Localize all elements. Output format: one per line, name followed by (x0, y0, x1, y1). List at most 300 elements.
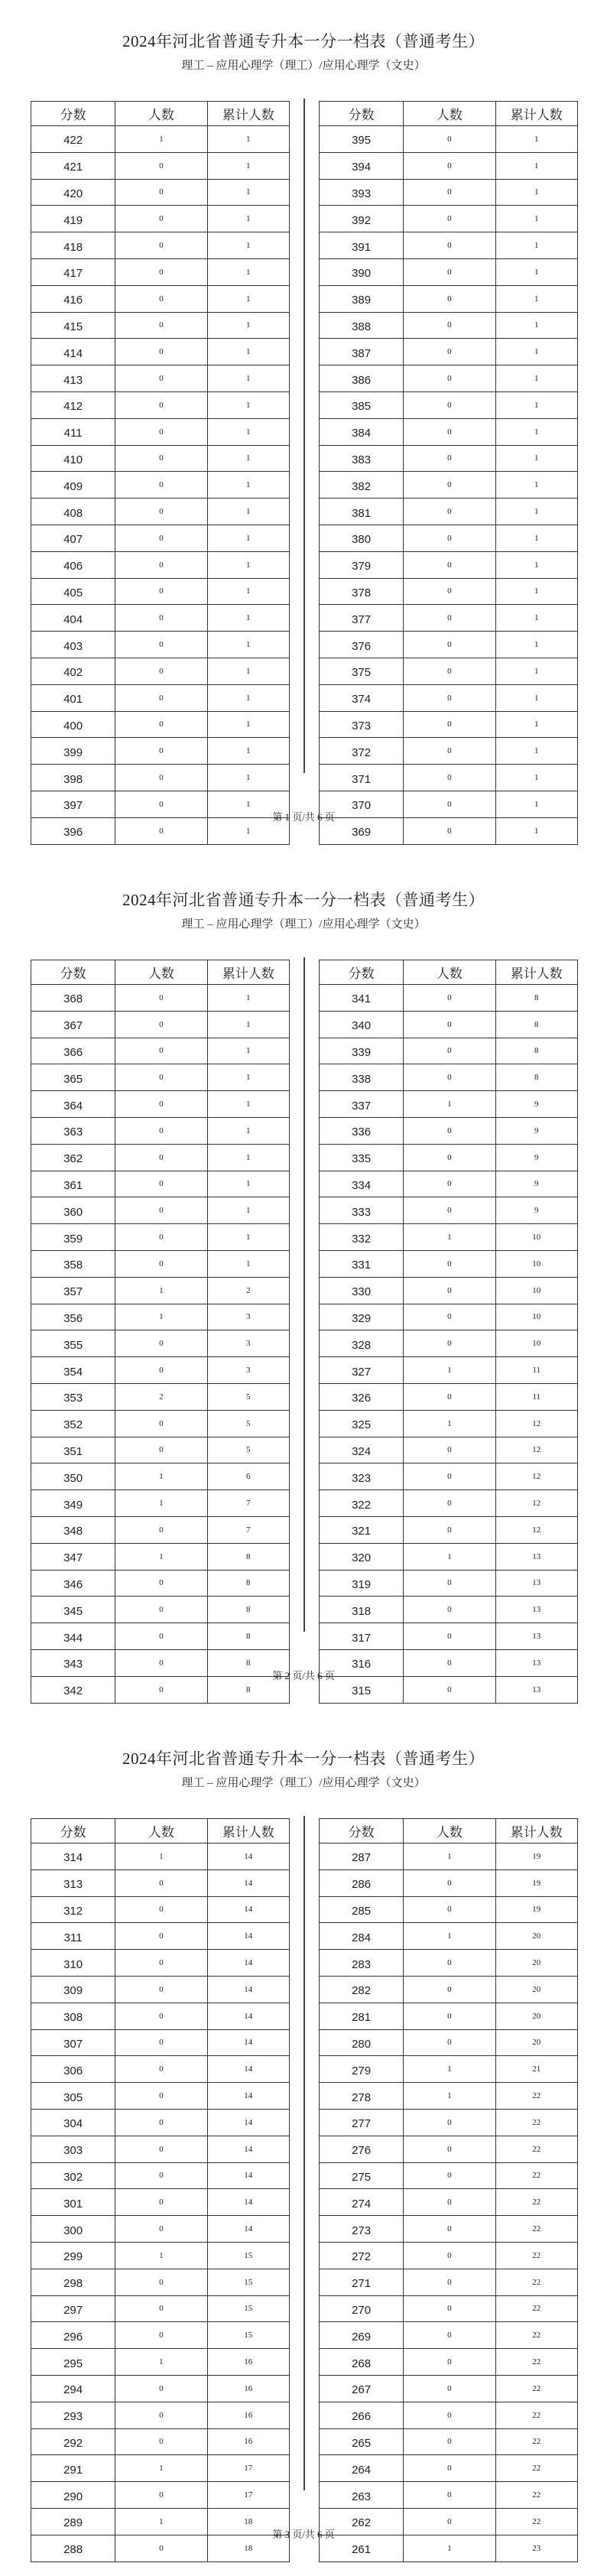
table-row (31, 711, 290, 738)
count-cell: 0 (115, 1357, 207, 1384)
count-cell: 0 (115, 206, 207, 232)
count-cell: 0 (404, 179, 495, 206)
count-cell: 0 (404, 1950, 495, 1977)
table-row (31, 1224, 290, 1251)
table-row (31, 2455, 290, 2482)
score-cell: 266 (320, 2402, 404, 2428)
score-table-left (31, 101, 290, 845)
cumulative-cell: 19 (495, 1843, 578, 1870)
header-count: 人数 (404, 960, 495, 985)
count-cell: 0 (115, 1623, 207, 1650)
cumulative-cell: 14 (207, 2003, 290, 2029)
cumulative-cell: 8 (207, 1623, 290, 1650)
cumulative-cell: 10 (495, 1330, 578, 1357)
table-row (31, 1516, 290, 1543)
table-row (31, 2189, 290, 2216)
cumulative-cell: 1 (207, 499, 290, 525)
count-cell: 0 (404, 2136, 495, 2162)
table-row (31, 1570, 290, 1597)
count-cell: 0 (115, 2535, 207, 2561)
table-header-row (320, 1819, 578, 1843)
table-row (320, 2428, 578, 2455)
count-cell: 0 (115, 499, 207, 525)
count-cell: 0 (404, 1383, 495, 1410)
cumulative-cell: 14 (207, 2029, 290, 2056)
score-cell: 377 (320, 605, 404, 632)
score-cell: 383 (320, 445, 404, 472)
table-row (320, 738, 578, 765)
table-row (31, 1896, 290, 1923)
cumulative-cell: 8 (207, 1543, 290, 1570)
table-row (320, 1923, 578, 1950)
score-cell: 310 (31, 1950, 115, 1977)
score-cell: 407 (31, 525, 115, 551)
table-row (320, 2402, 578, 2428)
count-cell: 0 (404, 1649, 495, 1676)
table-row (320, 2269, 578, 2295)
count-cell: 0 (115, 2136, 207, 2162)
count-cell: 0 (404, 578, 495, 605)
cumulative-cell: 1 (495, 765, 578, 791)
table-row (320, 551, 578, 578)
cumulative-cell: 13 (495, 1543, 578, 1570)
cumulative-cell: 14 (207, 2083, 290, 2110)
count-cell: 0 (404, 312, 495, 339)
cumulative-cell: 1 (207, 152, 290, 179)
table-row (320, 1950, 578, 1977)
cumulative-cell: 15 (207, 2322, 290, 2349)
table-row (320, 285, 578, 312)
score-cell: 365 (31, 1064, 115, 1091)
header-cumulative: 累计人数 (495, 960, 578, 985)
count-cell: 0 (115, 605, 207, 632)
table-row (31, 605, 290, 632)
cumulative-cell: 17 (207, 2482, 290, 2509)
table-row (320, 232, 578, 259)
cumulative-cell: 1 (207, 1171, 290, 1197)
count-cell: 0 (115, 1250, 207, 1277)
cumulative-cell: 5 (207, 1437, 290, 1463)
score-cell: 297 (31, 2295, 115, 2322)
score-cell: 412 (31, 391, 115, 418)
header-score: 分数 (320, 102, 404, 126)
table-row (320, 1597, 578, 1623)
count-cell: 0 (115, 285, 207, 312)
score-table-left (31, 1818, 290, 2562)
score-cell: 287 (320, 1843, 404, 1870)
table-row (320, 2003, 578, 2029)
table-row (320, 578, 578, 605)
table-row (31, 1304, 290, 1330)
score-cell: 265 (320, 2428, 404, 2455)
count-cell: 1 (115, 2455, 207, 2482)
score-cell: 391 (320, 232, 404, 259)
table-row (31, 1463, 290, 1490)
count-cell: 1 (115, 1304, 207, 1330)
cumulative-cell: 1 (495, 312, 578, 339)
score-cell: 343 (31, 1649, 115, 1676)
cumulative-cell: 22 (495, 2508, 578, 2535)
table-row (31, 499, 290, 525)
cumulative-cell: 22 (495, 2269, 578, 2295)
count-cell: 0 (404, 499, 495, 525)
cumulative-cell: 11 (495, 1383, 578, 1410)
cumulative-cell: 1 (207, 1144, 290, 1171)
count-cell: 0 (115, 985, 207, 1012)
count-cell: 0 (115, 365, 207, 392)
count-cell: 0 (404, 525, 495, 551)
cumulative-cell: 22 (495, 2375, 578, 2402)
table-row (320, 1516, 578, 1543)
table-row (31, 632, 290, 658)
count-cell: 0 (404, 1597, 495, 1623)
count-cell: 0 (404, 1144, 495, 1171)
count-cell: 0 (115, 1171, 207, 1197)
cumulative-cell: 1 (495, 232, 578, 259)
table-row (31, 1357, 290, 1384)
count-cell: 0 (404, 658, 495, 684)
score-cell: 313 (31, 1869, 115, 1896)
count-cell: 0 (404, 632, 495, 658)
cumulative-cell: 23 (495, 2535, 578, 2561)
table-row (320, 2109, 578, 2136)
cumulative-cell: 5 (207, 1383, 290, 1410)
score-cell: 338 (320, 1064, 404, 1091)
cumulative-cell: 1 (495, 339, 578, 365)
table-row (31, 1330, 290, 1357)
table-row (320, 2482, 578, 2509)
page-title: 2024年河北省普通专升本一分一档表（普通考生） (122, 32, 485, 50)
cumulative-cell: 1 (207, 985, 290, 1012)
table-row (31, 1437, 290, 1463)
score-cell: 350 (31, 1463, 115, 1490)
score-cell: 360 (31, 1197, 115, 1224)
count-cell: 0 (115, 152, 207, 179)
count-cell: 0 (404, 339, 495, 365)
count-cell: 0 (404, 1490, 495, 1517)
score-cell: 288 (31, 2535, 115, 2561)
cumulative-cell: 20 (495, 1950, 578, 1977)
score-cell: 286 (320, 1869, 404, 1896)
score-cell: 349 (31, 1490, 115, 1517)
count-cell: 0 (404, 1011, 495, 1038)
cumulative-cell: 1 (495, 499, 578, 525)
count-cell: 0 (115, 1011, 207, 1038)
score-cell: 323 (320, 1463, 404, 1490)
cumulative-cell: 12 (495, 1490, 578, 1517)
cumulative-cell: 8 (207, 1597, 290, 1623)
table-row (31, 1383, 290, 1410)
cumulative-cell: 22 (495, 2242, 578, 2269)
count-cell: 0 (404, 285, 495, 312)
score-cell: 368 (31, 985, 115, 1012)
cumulative-cell: 1 (495, 817, 578, 844)
cumulative-cell: 14 (207, 2056, 290, 2083)
page-footer: 第 1 页/共 6 页 (272, 811, 335, 823)
count-cell: 1 (115, 1543, 207, 1570)
table-row (320, 312, 578, 339)
score-cell: 271 (320, 2269, 404, 2295)
count-cell: 0 (404, 1064, 495, 1091)
cumulative-cell: 22 (495, 2109, 578, 2136)
score-cell: 378 (320, 578, 404, 605)
score-cell: 261 (320, 2535, 404, 2561)
cumulative-cell: 1 (207, 684, 290, 711)
header-score: 分数 (31, 102, 115, 126)
cumulative-cell: 10 (495, 1304, 578, 1330)
table-row (31, 312, 290, 339)
count-cell: 0 (404, 258, 495, 285)
count-cell: 0 (404, 1038, 495, 1064)
table-row (320, 765, 578, 791)
table-row (31, 684, 290, 711)
cumulative-cell: 13 (495, 1649, 578, 1676)
count-cell: 0 (404, 765, 495, 791)
cumulative-cell: 15 (207, 2295, 290, 2322)
cumulative-cell: 8 (207, 1649, 290, 1676)
cumulative-cell: 22 (495, 2083, 578, 2110)
score-cell: 355 (31, 1330, 115, 1357)
score-cell: 307 (31, 2029, 115, 2056)
score-cell: 384 (320, 418, 404, 445)
score-cell: 399 (31, 738, 115, 765)
cumulative-cell: 1 (495, 738, 578, 765)
score-cell: 281 (320, 2003, 404, 2029)
score-cell: 385 (320, 391, 404, 418)
score-cell: 371 (320, 765, 404, 791)
table-row (31, 2322, 290, 2349)
cumulative-cell: 15 (207, 2269, 290, 2295)
page-title: 2024年河北省普通专升本一分一档表（普通考生） (122, 1749, 485, 1768)
count-cell: 1 (404, 1091, 495, 1118)
count-cell: 0 (404, 605, 495, 632)
cumulative-cell: 22 (495, 2216, 578, 2243)
table-row (320, 1224, 578, 1251)
count-cell: 1 (115, 1843, 207, 1870)
count-cell: 1 (404, 2056, 495, 2083)
table-row (31, 418, 290, 445)
cumulative-cell: 1 (207, 605, 290, 632)
score-cell: 304 (31, 2109, 115, 2136)
score-cell: 372 (320, 738, 404, 765)
count-cell: 0 (115, 525, 207, 551)
table-row (31, 1410, 290, 1437)
cumulative-cell: 18 (207, 2535, 290, 2561)
cumulative-cell: 1 (495, 525, 578, 551)
cumulative-cell: 1 (207, 738, 290, 765)
count-cell: 0 (115, 1064, 207, 1091)
cumulative-cell: 1 (207, 1250, 290, 1277)
score-cell: 331 (320, 1250, 404, 1277)
score-cell: 322 (320, 1490, 404, 1517)
count-cell: 0 (115, 632, 207, 658)
count-cell: 0 (404, 206, 495, 232)
header-score: 分数 (320, 960, 404, 985)
score-cell: 367 (31, 1011, 115, 1038)
score-cell: 262 (320, 2508, 404, 2535)
score-cell: 277 (320, 2109, 404, 2136)
table-row (320, 1304, 578, 1330)
cumulative-cell: 7 (207, 1490, 290, 1517)
header-cumulative: 累计人数 (495, 1819, 578, 1843)
count-cell: 0 (404, 2029, 495, 2056)
count-cell: 0 (115, 765, 207, 791)
cumulative-cell: 1 (207, 258, 290, 285)
score-cell: 419 (31, 206, 115, 232)
table-row (31, 2269, 290, 2295)
count-cell: 0 (115, 1570, 207, 1597)
score-table-left (31, 960, 290, 1704)
cumulative-cell: 15 (207, 2242, 290, 2269)
score-cell: 290 (31, 2482, 115, 2509)
table-row (320, 658, 578, 684)
score-cell: 422 (31, 126, 115, 153)
score-cell: 317 (320, 1623, 404, 1650)
count-cell: 0 (115, 2216, 207, 2243)
score-cell: 342 (31, 1676, 115, 1703)
score-cell: 282 (320, 1976, 404, 2003)
table-row (31, 1976, 290, 2003)
score-cell: 263 (320, 2482, 404, 2509)
count-cell: 0 (115, 1224, 207, 1251)
score-cell: 268 (320, 2349, 404, 2376)
cumulative-cell: 12 (495, 1516, 578, 1543)
table-row (320, 1570, 578, 1597)
count-cell: 0 (115, 2162, 207, 2189)
count-cell: 0 (404, 2428, 495, 2455)
count-cell: 1 (115, 2508, 207, 2535)
score-cell: 285 (320, 1896, 404, 1923)
cumulative-cell: 20 (495, 2029, 578, 2056)
cumulative-cell: 17 (207, 2455, 290, 2482)
score-cell: 357 (31, 1277, 115, 1304)
cumulative-cell: 3 (207, 1357, 290, 1384)
cumulative-cell: 1 (207, 1117, 290, 1144)
table-row (320, 2295, 578, 2322)
score-cell: 335 (320, 1144, 404, 1171)
count-cell: 0 (404, 2242, 495, 2269)
score-cell: 292 (31, 2428, 115, 2455)
cumulative-cell: 13 (495, 1570, 578, 1597)
cumulative-cell: 1 (495, 391, 578, 418)
count-cell: 0 (404, 1171, 495, 1197)
cumulative-cell: 1 (207, 1064, 290, 1091)
count-cell: 0 (404, 551, 495, 578)
count-cell: 0 (404, 1277, 495, 1304)
table-row (320, 1410, 578, 1437)
cumulative-cell: 8 (495, 1038, 578, 1064)
table-row (31, 2482, 290, 2509)
count-cell: 0 (115, 1597, 207, 1623)
table-row (320, 2216, 578, 2243)
cumulative-cell: 1 (207, 817, 290, 844)
count-cell: 1 (404, 1843, 495, 1870)
table-row (31, 1091, 290, 1118)
score-cell: 421 (31, 152, 115, 179)
count-cell: 0 (404, 1896, 495, 1923)
table-row (320, 1171, 578, 1197)
count-cell: 1 (115, 1490, 207, 1517)
count-cell: 0 (404, 445, 495, 472)
table-row (31, 1011, 290, 1038)
score-cell: 318 (320, 1597, 404, 1623)
score-table-right (319, 1818, 578, 2562)
score-cell: 376 (320, 632, 404, 658)
count-cell: 0 (115, 551, 207, 578)
cumulative-cell: 1 (207, 232, 290, 259)
count-cell: 0 (404, 126, 495, 153)
count-cell: 0 (404, 152, 495, 179)
score-cell: 344 (31, 1623, 115, 1650)
score-cell: 416 (31, 285, 115, 312)
cumulative-cell: 1 (495, 206, 578, 232)
cumulative-cell: 1 (495, 632, 578, 658)
count-cell: 0 (404, 2189, 495, 2216)
count-cell: 0 (404, 711, 495, 738)
score-cell: 389 (320, 285, 404, 312)
table-row (320, 1869, 578, 1896)
table-row (320, 472, 578, 499)
count-cell: 0 (115, 418, 207, 445)
score-cell: 404 (31, 605, 115, 632)
score-cell: 353 (31, 1383, 115, 1410)
count-cell: 0 (404, 2508, 495, 2535)
score-cell: 375 (320, 658, 404, 684)
score-cell: 267 (320, 2375, 404, 2402)
score-cell: 361 (31, 1171, 115, 1197)
table-row (320, 2083, 578, 2110)
score-cell: 370 (320, 791, 404, 817)
cumulative-cell: 9 (495, 1117, 578, 1144)
table-row (31, 2136, 290, 2162)
score-cell: 417 (31, 258, 115, 285)
cumulative-cell: 1 (495, 791, 578, 817)
score-cell: 336 (320, 1117, 404, 1144)
table-row (31, 738, 290, 765)
header-count: 人数 (404, 1819, 495, 1843)
count-cell: 0 (115, 2109, 207, 2136)
score-cell: 401 (31, 684, 115, 711)
count-cell: 0 (115, 1144, 207, 1171)
count-cell: 0 (115, 578, 207, 605)
score-cell: 356 (31, 1304, 115, 1330)
table-row (320, 365, 578, 392)
score-cell: 315 (320, 1676, 404, 1703)
score-cell: 402 (31, 658, 115, 684)
count-cell: 0 (404, 2322, 495, 2349)
table-row (320, 605, 578, 632)
table-row (320, 2242, 578, 2269)
header-cumulative: 累计人数 (207, 960, 290, 985)
count-cell: 0 (115, 258, 207, 285)
score-cell: 276 (320, 2136, 404, 2162)
count-cell: 0 (115, 2402, 207, 2428)
score-cell: 332 (320, 1224, 404, 1251)
count-cell: 0 (115, 179, 207, 206)
table-row (31, 1064, 290, 1091)
count-cell: 0 (115, 791, 207, 817)
count-cell: 0 (404, 2349, 495, 2376)
table-row (320, 339, 578, 365)
table-row (320, 2322, 578, 2349)
table-row (320, 684, 578, 711)
count-cell: 0 (404, 1570, 495, 1597)
cumulative-cell: 1 (207, 418, 290, 445)
table-row (320, 1038, 578, 1064)
cumulative-cell: 5 (207, 1410, 290, 1437)
score-cell: 420 (31, 179, 115, 206)
table-header-row (320, 960, 578, 985)
